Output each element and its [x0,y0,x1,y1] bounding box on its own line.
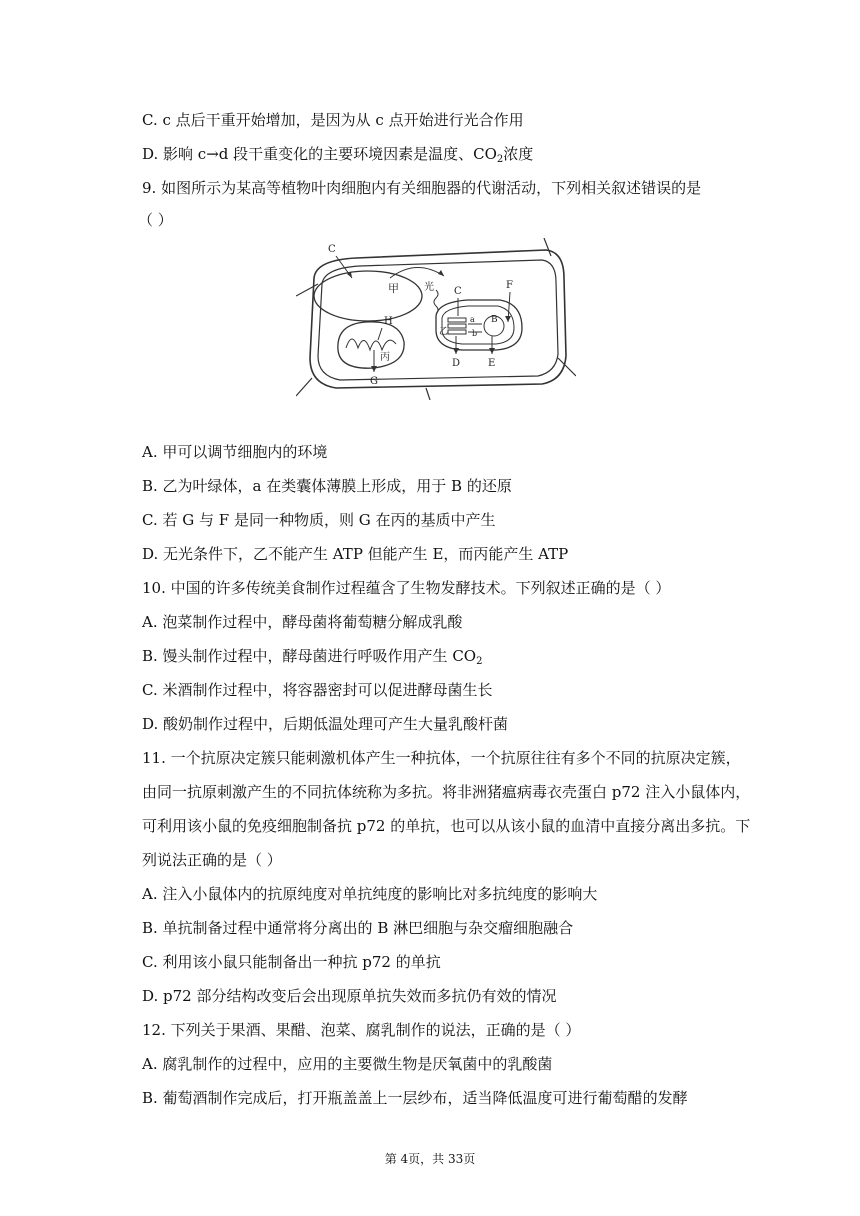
arrow-vacuole-to-chloroplast [390,267,444,278]
q8-option-d [142,144,533,164]
chloroplast-inner-membrane [442,306,514,344]
q11-stem-line4: 列说法正确的是（ ） [142,851,282,869]
granum [448,324,466,328]
q11-stem-line3: 可利用该小鼠的免疫细胞制备抗 p72 的单抗，也可以从该小鼠的血清中直接分离出多抗。下 [142,817,751,835]
cell-wall-line [426,388,430,400]
q12-stem: 12. 下列关于果酒、果醋、泡菜、腐乳制作的说法，正确的是（ ） [142,1021,581,1039]
q8-option-d-text: D. 影响 c→d 段干重变化的主要环境因素是温度、CO [142,145,497,163]
q11-option-b: B. 单抗制备过程中通常将分离出的 B 淋巴细胞与杂交瘤细胞融合 [142,919,574,937]
label-h: H [384,316,393,327]
label-bing: 丙 [380,352,390,363]
q8-option-d-tail: 浓度 [503,145,534,163]
vacuole-jia [314,271,422,321]
q12-option-b: B. 葡萄酒制作完成后，打开瓶盖盖上一层纱布，适当降低温度可进行葡萄醋的发酵 [142,1089,688,1107]
cell-wall-line [296,378,312,396]
arrowhead [489,348,495,354]
light-wave [434,290,438,314]
label-c-chloroplast: C [454,286,462,297]
granum [448,318,466,322]
cell-wall-line [544,238,551,256]
q11-option-c: C. 利用该小鼠只能制备出一种抗 p72 的单抗 [142,953,441,971]
page-footer: 第 4页，共 33页 [384,1152,476,1166]
q11-option-a: A. 注入小鼠体内的抗原纯度对单抗纯度的影响比对多抗纯度的影响大 [142,885,598,903]
arrowhead [438,270,444,276]
label-g: G [370,376,378,387]
mitochondrion-cristae [346,339,396,350]
arrowhead [371,366,377,372]
q10-option-b [142,646,482,666]
label-yi: 乙 [439,327,449,337]
arrowhead [453,348,459,354]
q9-option-d: D. 无光条件下，乙不能产生 ATP 但能产生 E，而丙能产生 ATP [142,545,569,563]
label-c-top: C [328,244,336,255]
q8-option-c: C. c 点后干重开始增加，是因为从 c 点开始进行光合作用 [142,111,524,129]
q9-stem: 9. 如图所示为某高等植物叶肉细胞内有关细胞器的代谢活动，下列相关叙述错误的是 [142,179,702,197]
cell-diagram-svg [296,238,576,400]
label-b: b [472,329,478,338]
label-guang: 光 [424,282,434,293]
q9-option-b: B. 乙为叶绿体，a 在类囊体薄膜上形成，用于 B 的还原 [142,477,512,495]
q8-option-d-subscript: 2 [496,154,504,165]
q10-option-b-text: B. 馒头制作过程中，酵母菌进行呼吸作用产生 CO [142,647,477,665]
q12-option-a: A. 腐乳制作的过程中，应用的主要微生物是厌氧菌中的乳酸菌 [142,1055,553,1073]
arrowhead [505,316,511,322]
mitochondrion-bing [338,322,404,368]
q9-option-a: A. 甲可以调节细胞内的环境 [142,443,328,461]
q10-option-c: C. 米酒制作过程中，将容器密封可以促进酵母菌生长 [142,681,493,699]
q11-stem-line2: 由同一抗原刺激产生的不同抗体统称为多抗。将非洲猪瘟病毒衣壳蛋白 p72 注入小鼠体内， [142,783,751,801]
q11-stem-line1: 11. 一个抗原决定簇只能刺激机体产生一种抗体，一个抗原往往有多个不同的抗原决定簇， [142,749,741,767]
label-d: D [452,358,461,369]
label-f: F [506,280,513,291]
q9-answer-paren: （ ） [138,211,173,229]
cell-organelle-figure [296,238,576,400]
q10-stem: 10. 中国的许多传统美食制作过程蕴含了生物发酵技术。下列叙述正确的是（ ） [142,579,671,597]
q10-option-b-subscript: 2 [476,656,483,667]
q9-option-c: C. 若 G 与 F 是同一种物质，则 G 在丙的基质中产生 [142,511,496,529]
label-e: E [488,358,496,369]
q10-option-a: A. 泡菜制作过程中，酵母菌将葡萄糖分解成乳酸 [142,613,463,631]
q11-option-d: D. p72 部分结构改变后会出现原单抗失效而多抗仍有效的情况 [142,987,557,1005]
label-a: a [470,315,475,324]
label-b-upper: B [491,315,498,325]
q10-option-d: D. 酸奶制作过程中，后期低温处理可产生大量乳酸杆菌 [142,715,509,733]
arrow-h [378,328,382,340]
granum [448,330,466,334]
label-jia: 甲 [388,282,399,295]
